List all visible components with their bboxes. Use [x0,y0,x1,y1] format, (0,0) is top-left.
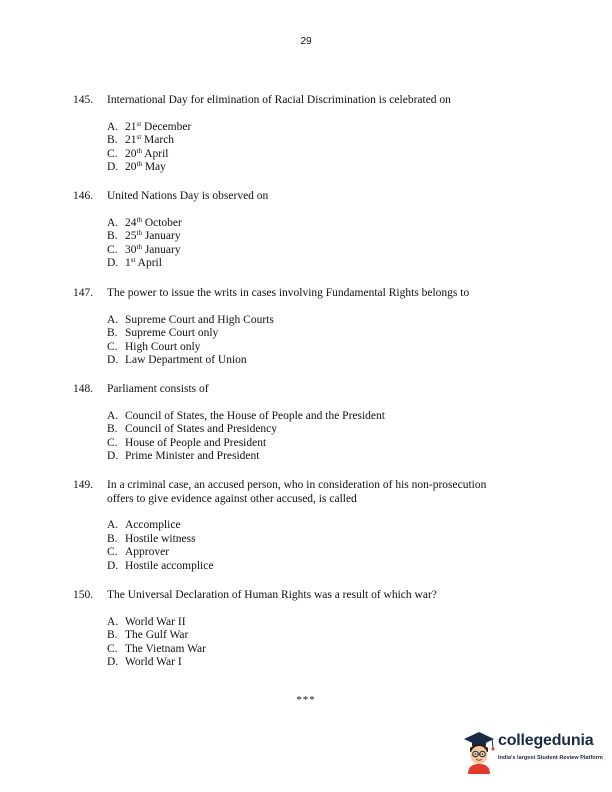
question-text: The Universal Declaration of Human Rights was a result of which war? [107,589,437,601]
options-list [107,519,543,573]
question-text: Parliament consists of [107,383,209,395]
option-letter: D. [107,257,119,270]
options-list [107,121,543,175]
student-avatar-icon [462,728,498,776]
option-letter: D. [107,656,119,669]
option-text: Supreme Court and High Courts [125,313,274,326]
option-text: Supreme Court only [125,327,219,340]
option-text: The Gulf War [125,629,189,642]
option-c [107,643,543,657]
option-d: D. 20th May [107,160,166,174]
question-147 [73,287,543,368]
question-number: 146. [73,190,94,202]
option-b [107,533,543,547]
page-number: 29 [300,36,312,47]
options-list [107,616,543,670]
options-list [107,410,543,464]
option-letter: C. [107,147,118,160]
option-letter: C. [107,243,118,256]
option-text: House of People and President [125,436,267,449]
question-text: United Nations Day is observed on [107,190,269,202]
option-text: Approver [125,546,170,559]
option-a: A. 21st December [107,119,192,133]
option-letter: C. [107,642,118,655]
option-letter: A. [107,313,119,326]
option-letter: B. [107,532,118,545]
option-letter: A. [107,519,119,532]
option-c: C. 30th January [107,242,181,256]
option-text: Accomplice [125,519,181,532]
option-letter: A. [107,120,119,133]
question-number: 147. [73,287,94,299]
option-text: The Vietnam War [125,642,206,655]
question-150 [73,589,543,670]
question-145 [73,94,543,175]
end-of-section-marker: *** [296,694,316,706]
option-a [107,410,543,424]
collegedunia-logo [462,728,602,776]
option-letter: D. [107,559,119,572]
option-text: World War II [125,615,186,628]
option-b [107,629,543,643]
option-letter: B. [107,629,118,642]
question-number: 148. [73,383,94,395]
option-text: World War I [125,656,182,669]
option-a [107,314,543,328]
option-letter: A. [107,216,119,229]
brand-tagline: India's largest Student Review Platform [498,755,603,761]
option-text: Prime Minister and President [125,450,260,463]
option-letter: A. [107,615,119,628]
option-a [107,519,543,533]
options-list [107,314,543,368]
option-text: Council of States, the House of People and the President [125,409,385,422]
options-list [107,217,543,271]
option-a [107,616,543,630]
question-text [107,479,543,506]
option-letter: D. [107,161,119,174]
question-number: 145. [73,94,94,106]
option-text: High Court only [125,340,201,353]
option-c [107,546,543,560]
option-letter: A. [107,409,119,422]
option-letter: B. [107,230,118,243]
option-text: Hostile witness [125,532,196,545]
option-b: B. 21st March [107,133,175,147]
option-letter: C. [107,436,118,449]
option-b [107,423,543,437]
option-letter: B. [107,134,118,147]
question-number: 150. [73,589,94,601]
option-d: D. 1st April [107,256,162,270]
option-d [107,560,543,574]
question-146 [73,190,543,271]
option-letter: D. [107,450,119,463]
option-letter: C. [107,546,118,559]
option-a: A. 24th October [107,215,182,229]
option-c: C. 20th April [107,146,169,160]
option-b [107,327,543,341]
option-b: B. 25th January [107,229,181,243]
option-text: Council of States and Presidency [125,423,278,436]
question-text-line: offers to give evidence against other accused, is called [107,492,357,505]
option-letter: B. [107,327,118,340]
option-letter: C. [107,340,118,353]
question-number: 149. [73,479,94,491]
question-149 [73,479,543,574]
question-text: International Day for elimination of Racial Discrimination is celebrated on [107,94,451,106]
option-d [107,354,543,368]
option-c [107,437,543,451]
option-c [107,341,543,355]
question-148 [73,383,543,464]
question-text: The power to issue the writs in cases involving Fundamental Rights belongs to [107,287,470,299]
option-d [107,450,543,464]
option-d [107,656,543,670]
option-text: Hostile accomplice [125,559,214,572]
brand-name: collegedunia [498,732,594,749]
option-letter: D. [107,354,119,367]
option-letter: B. [107,423,118,436]
question-text-line: In a criminal case, an accused person, who in consideration of his non-prosecution [107,479,487,491]
option-text: Law Department of Union [125,354,247,367]
